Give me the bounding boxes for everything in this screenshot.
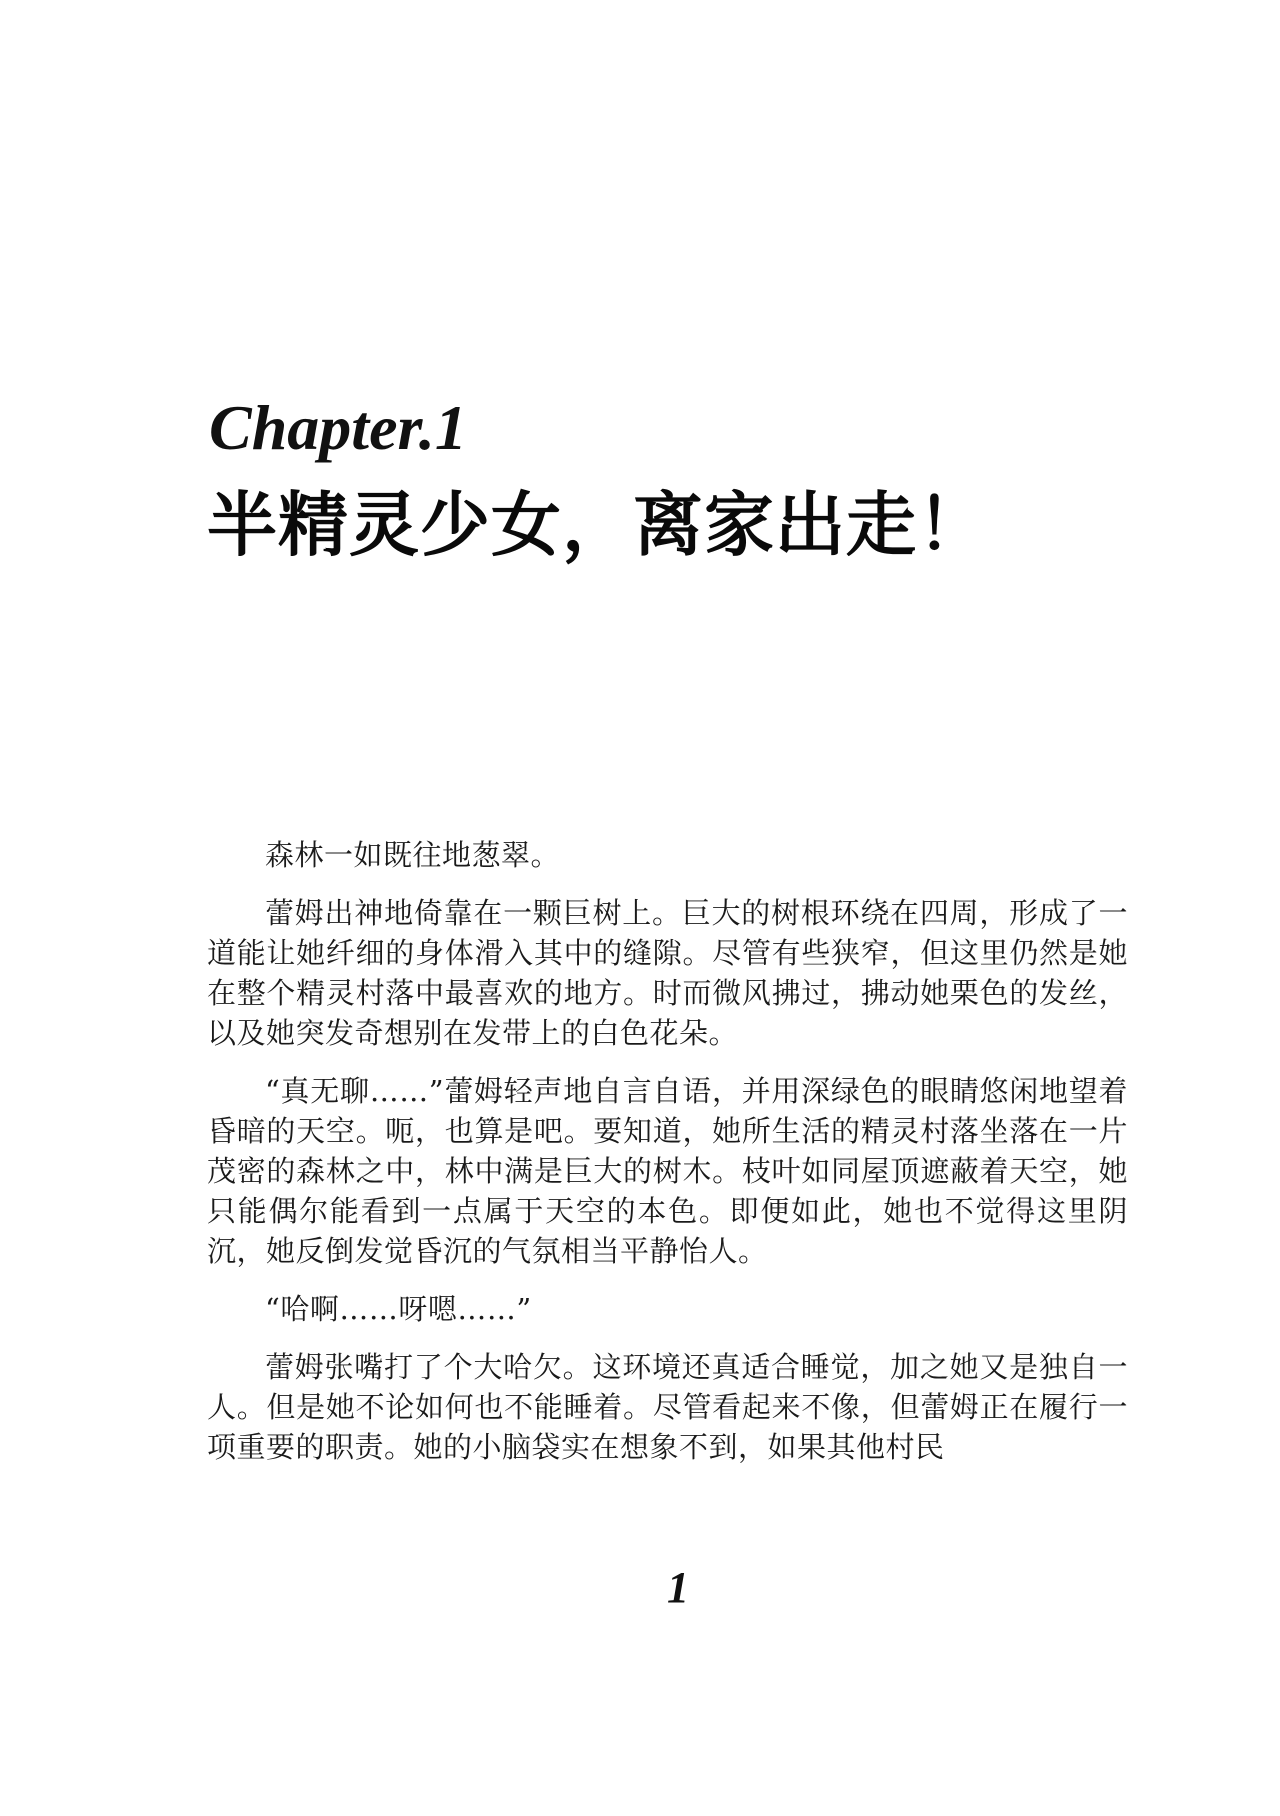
chapter-title: 半精灵少女，离家出走！: [207, 484, 988, 566]
body-text: [207, 835, 1128, 1485]
paragraph: 森林一如既往地葱翠。: [265, 838, 561, 872]
chapter-number: Chapter.1: [209, 392, 467, 463]
paragraph: 蕾姆张嘴打了个大哈欠。这环境还真适合睡觉，加之她又是独自一人。但是她不论如何也不能睡着。尽管看起来不像，但蕾姆正在履行一项重要的职责。她的小脑袋实在想象不到，如果其他村民: [207, 1350, 1128, 1464]
paragraph: 蕾姆出神地倚靠在一颗巨树上。巨大的树根环绕在四周，形成了一道能让她纤细的身体滑入其中的缝隙。尽管有些狭窄，但这里仍然是她在整个精灵村落中最喜欢的地方。时而微风拂过，拂动她栗色的发丝，以及她突发奇想别在发带上的白色花朵。: [207, 896, 1128, 1050]
paragraph: “哈啊……呀嗯……”: [265, 1292, 532, 1326]
page-number: 1: [667, 1563, 689, 1612]
paragraph: “真无聊……”蕾姆轻声地自言自语，并用深绿色的眼睛悠闲地望着昏暗的天空。呃，也算是吧。要知道，她所生活的精灵村落坐落在一片茂密的森林之中，林中满是巨大的树木。枝叶如同屋顶遮蔽着天空，她只能偶尔能看到一点属于天空的本色。即便如此，她也不觉得这里阴沉，她反倒发觉昏沉的气氛相当平静怡人。: [207, 1074, 1128, 1268]
